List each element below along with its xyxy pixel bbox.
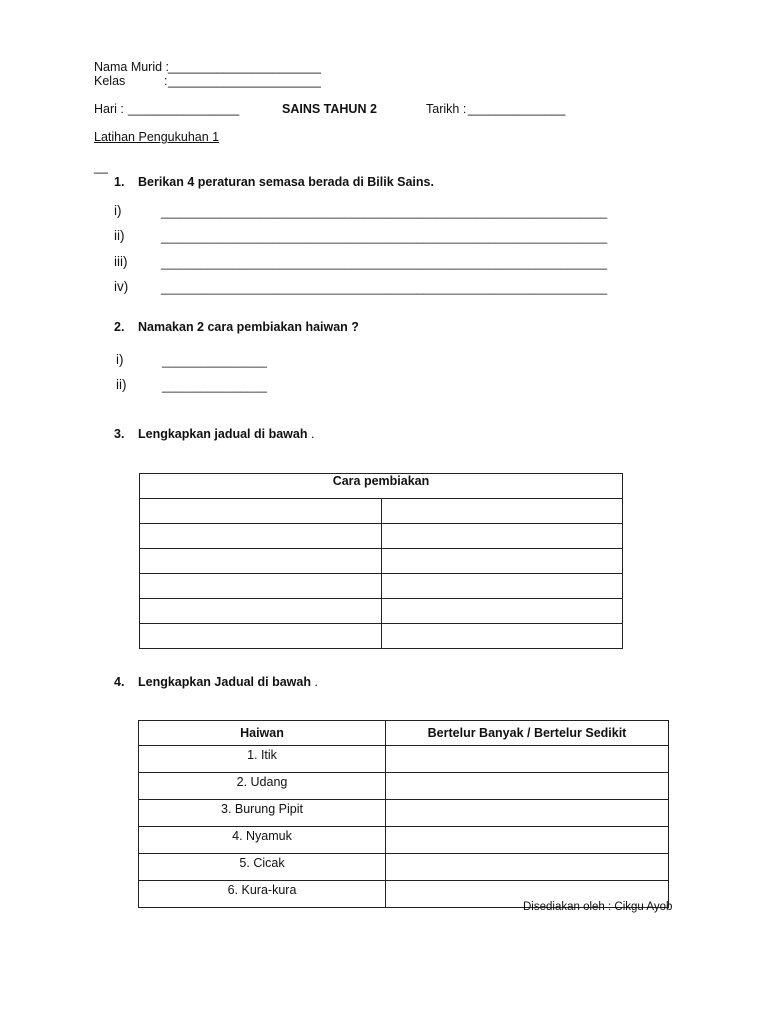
q2-number: 2.: [114, 320, 125, 334]
table-row: [139, 827, 669, 854]
answer-cell[interactable]: [386, 773, 669, 800]
q1-item-label: ii): [114, 228, 125, 243]
answer-cell[interactable]: [140, 524, 382, 549]
q3-text: Lengkapkan jadual di bawah: [138, 427, 308, 441]
q1-text: Berikan 4 peraturan semasa berada di Bilik Sains.: [138, 175, 434, 189]
answer-cell[interactable]: [386, 854, 669, 881]
q1-item-blank[interactable]: ____________________________________________________________________: [161, 281, 608, 295]
animal-cell: 1. Itik: [139, 746, 386, 773]
subject-title: SAINS TAHUN 2: [282, 102, 377, 116]
answer-cell[interactable]: [386, 746, 669, 773]
exercise-title: Latihan Pengukuhan 1: [94, 130, 220, 144]
q1-item-label: i): [114, 203, 122, 218]
q4-col-eggs: Bertelur Banyak / Bertelur Sedikit: [386, 721, 669, 746]
q3-question: [138, 427, 314, 441]
q2-item-label: ii): [116, 377, 127, 392]
table-row: [139, 800, 669, 827]
footer-credit: Disediakan oleh : Cikgu Ayob: [523, 901, 673, 913]
q1-item-blank[interactable]: ____________________________________________________________________: [161, 205, 608, 219]
q1-item-blank[interactable]: ____________________________________________________________________: [161, 256, 608, 270]
stray-mark: __: [94, 160, 108, 174]
table-row: [140, 574, 623, 599]
q2-text: Namakan 2 cara pembiakan haiwan ?: [138, 320, 359, 334]
answer-cell[interactable]: [140, 574, 382, 599]
name-label: Nama Murid :: [94, 60, 170, 74]
q4-col-animal: Haiwan: [139, 721, 386, 746]
answer-cell[interactable]: [140, 549, 382, 574]
animal-cell: 4. Nyamuk: [139, 827, 386, 854]
table-row: [140, 549, 623, 574]
answer-cell[interactable]: [382, 524, 623, 549]
q3-table-header: Cara pembiakan: [140, 474, 623, 499]
answer-cell[interactable]: [140, 599, 382, 624]
q4-text: Lengkapkan Jadual di bawah: [138, 675, 311, 689]
answer-cell[interactable]: [386, 800, 669, 827]
table-row: [139, 854, 669, 881]
q2-item-blank[interactable]: ________________: [162, 354, 267, 368]
day-blank[interactable]: ________________: [128, 102, 240, 116]
date-blank[interactable]: ______________: [468, 102, 566, 116]
table-row: [140, 524, 623, 549]
answer-cell[interactable]: [382, 599, 623, 624]
q3-table: [139, 473, 623, 649]
name-blank[interactable]: ______________________: [168, 60, 321, 74]
table-row: [140, 499, 623, 524]
answer-cell[interactable]: [382, 499, 623, 524]
q1-number: 1.: [114, 175, 125, 189]
answer-cell[interactable]: [140, 624, 382, 649]
table-row: [140, 624, 623, 649]
class-label: Kelas: [94, 74, 126, 88]
q3-number: 3.: [114, 427, 125, 441]
q3-trail: .: [307, 427, 315, 441]
answer-cell[interactable]: [140, 499, 382, 524]
answer-cell[interactable]: [382, 624, 623, 649]
animal-cell: 2. Udang: [139, 773, 386, 800]
day-label: Hari :: [94, 102, 124, 116]
q1-item-blank[interactable]: ____________________________________________________________________: [161, 230, 608, 244]
q4-table: [138, 720, 669, 908]
table-row: [140, 599, 623, 624]
class-blank[interactable]: ______________________: [168, 74, 321, 88]
q4-trail: .: [310, 675, 318, 689]
table-row: [139, 773, 669, 800]
table-row: [139, 746, 669, 773]
q1-item-label: iv): [114, 279, 129, 294]
answer-cell[interactable]: [382, 549, 623, 574]
answer-cell[interactable]: [386, 827, 669, 854]
animal-cell: 5. Cicak: [139, 854, 386, 881]
q1-item-label: iii): [114, 254, 128, 269]
animal-cell: 6. Kura-kura: [139, 881, 386, 908]
q4-question: [138, 675, 318, 689]
class-colon: :: [164, 74, 168, 88]
q2-item-blank[interactable]: ________________: [162, 379, 267, 393]
q4-number: 4.: [114, 675, 125, 689]
date-label: Tarikh :: [426, 102, 467, 116]
q2-item-label: i): [116, 352, 124, 367]
animal-cell: 3. Burung Pipit: [139, 800, 386, 827]
answer-cell[interactable]: [382, 574, 623, 599]
